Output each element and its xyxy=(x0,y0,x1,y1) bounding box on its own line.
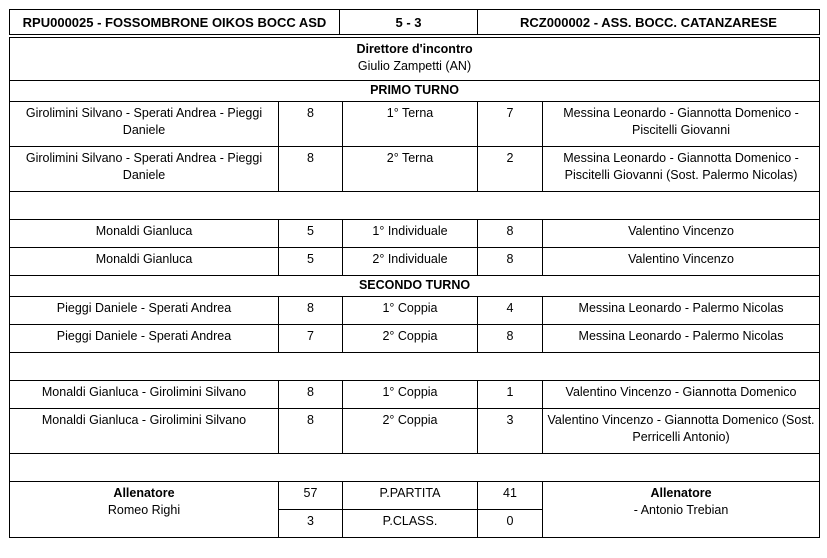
home-score: 8 xyxy=(279,297,343,325)
away-score: 4 xyxy=(478,297,543,325)
first-round-title: PRIMO TURNO xyxy=(10,81,820,102)
table-row xyxy=(10,297,820,325)
away-players: Messina Leonardo - Giannotta Domenico - Piscitelli Giovanni (Sost. Palermo Nicolas) xyxy=(543,147,820,192)
home-players: Girolimini Silvano - Sperati Andrea - Pieggi Daniele xyxy=(10,102,279,147)
section-title-first xyxy=(10,81,820,102)
away-players: Valentino Vincenzo - Giannotta Domenico xyxy=(543,381,820,409)
game-type: 2° Individuale xyxy=(343,248,478,276)
home-players: Monaldi Gianluca xyxy=(10,220,279,248)
away-class-points: 0 xyxy=(478,510,543,538)
table-row xyxy=(10,248,820,276)
away-score: 2 xyxy=(478,147,543,192)
home-score: 7 xyxy=(279,325,343,353)
away-score: 8 xyxy=(478,220,543,248)
second-round-title: SECONDO TURNO xyxy=(10,276,820,297)
home-players: Monaldi Gianluca - Girolimini Silvano xyxy=(10,409,279,454)
away-players: Valentino Vincenzo xyxy=(543,248,820,276)
home-team: RPU000025 - FOSSOMBRONE OIKOS BOCC ASD xyxy=(10,10,340,35)
game-type: 1° Coppia xyxy=(343,297,478,325)
home-coach-cell xyxy=(10,482,279,538)
away-coach-cell xyxy=(543,482,820,538)
away-score: 8 xyxy=(478,248,543,276)
home-partita-points: 57 xyxy=(279,482,343,510)
section-title-second xyxy=(10,276,820,297)
home-players: Girolimini Silvano - Sperati Andrea - Pieggi Daniele xyxy=(10,147,279,192)
home-score: 8 xyxy=(279,409,343,454)
away-players: Valentino Vincenzo - Giannotta Domenico (Sost. Perricelli Antonio) xyxy=(543,409,820,454)
away-coach-name: - Antonio Trebian xyxy=(633,503,729,517)
home-score: 5 xyxy=(279,248,343,276)
spacer-row xyxy=(10,454,820,482)
table-row xyxy=(10,102,820,147)
table-row xyxy=(10,147,820,192)
home-players: Monaldi Gianluca xyxy=(10,248,279,276)
table-row xyxy=(10,381,820,409)
table-row xyxy=(10,325,820,353)
away-score: 3 xyxy=(478,409,543,454)
away-players: Messina Leonardo - Palermo Nicolas xyxy=(543,297,820,325)
spacer-row xyxy=(10,192,820,220)
away-players: Messina Leonardo - Giannotta Domenico - Piscitelli Giovanni xyxy=(543,102,820,147)
away-score: 8 xyxy=(478,325,543,353)
home-players: Pieggi Daniele - Sperati Andrea xyxy=(10,325,279,353)
game-type: 1° Terna xyxy=(343,102,478,147)
home-coach-label: Allenatore xyxy=(113,486,175,500)
home-players: Pieggi Daniele - Sperati Andrea xyxy=(10,297,279,325)
match-detail-table xyxy=(9,37,820,538)
game-type: 2° Coppia xyxy=(343,409,478,454)
away-coach-label: Allenatore xyxy=(650,486,712,500)
partita-label: P.PARTITA xyxy=(343,482,478,510)
spacer-row xyxy=(10,353,820,381)
game-type: 1° Coppia xyxy=(343,381,478,409)
home-score: 8 xyxy=(279,102,343,147)
away-score: 1 xyxy=(478,381,543,409)
home-score: 8 xyxy=(279,381,343,409)
home-score: 8 xyxy=(279,147,343,192)
director-label: Direttore d'incontro xyxy=(356,42,473,56)
away-players: Valentino Vincenzo xyxy=(543,220,820,248)
away-score: 7 xyxy=(478,102,543,147)
away-players: Messina Leonardo - Palermo Nicolas xyxy=(543,325,820,353)
away-partita-points: 41 xyxy=(478,482,543,510)
game-type: 2° Coppia xyxy=(343,325,478,353)
match-score: 5 - 3 xyxy=(340,10,478,35)
director-name: Giulio Zampetti (AN) xyxy=(357,59,472,73)
match-header xyxy=(9,9,820,35)
game-type: 1° Individuale xyxy=(343,220,478,248)
class-label: P.CLASS. xyxy=(343,510,478,538)
footer-row-partita xyxy=(10,482,820,510)
table-row xyxy=(10,220,820,248)
home-coach-name: Romeo Righi xyxy=(107,503,181,517)
home-score: 5 xyxy=(279,220,343,248)
game-type: 2° Terna xyxy=(343,147,478,192)
away-team: RCZ000002 - ASS. BOCC. CATANZARESE xyxy=(478,10,820,35)
home-class-points: 3 xyxy=(279,510,343,538)
home-players: Monaldi Gianluca - Girolimini Silvano xyxy=(10,381,279,409)
table-row xyxy=(10,409,820,454)
director-row xyxy=(10,38,820,81)
